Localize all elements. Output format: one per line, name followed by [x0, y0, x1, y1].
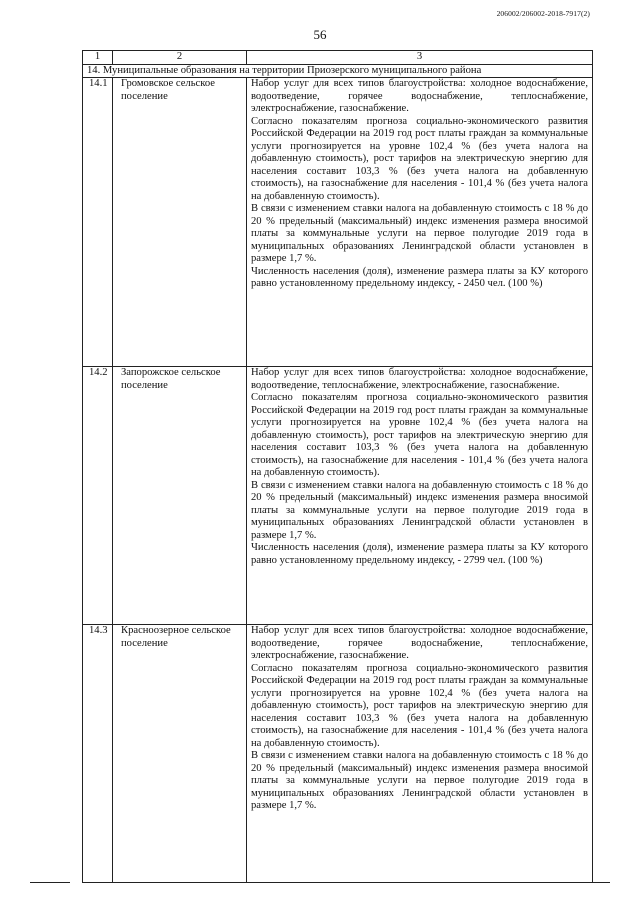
- row-number: 14.3: [83, 625, 113, 883]
- footer-line: [30, 882, 70, 883]
- services-paragraph: Набор услуг для всех типов благоустройства: холодное водоснабжение, водоотведение, горячее водоснабжение, теплоснабжение, электроснабжение, газоснабжение.: [251, 625, 588, 661]
- forecast-paragraph: Согласно показателям прогноза социально-экономического развития Российской Федерации на 2019 год рост платы граждан за коммунальные услуги прогнозируется на уровне 102,4 % (без учета налога на добавленную стоимость), рост тарифов на электрическую энергию для населения составит 103,3 % (без учета налога на добавленную стоимость), на газоснабжение для населения - 101,4 % (без учета налога на добавленную стоимость).: [251, 115, 588, 202]
- row-number: 14.1: [83, 78, 113, 367]
- population-paragraph: Численность населения (доля), изменение размера платы за КУ которого равно установленному предельному индексу, - 2799 чел. (100 %): [251, 542, 588, 566]
- tariff-table: [82, 50, 593, 883]
- settlement-name: Красноозерное сельское поселение: [113, 625, 247, 883]
- row-description: [247, 625, 593, 883]
- forecast-paragraph: Согласно показателям прогноза социально-экономического развития Российской Федерации на 2019 год рост платы граждан за коммунальные услуги прогнозируется на уровне 102,4 % (без учета налога на добавленную стоимость), рост тарифов на электрическую энергию для населения составит 103,3 % (без учета налога на добавленную стоимость), на газоснабжение для населения - 101,4 % (без учета налога на добавленную стоимость).: [251, 392, 588, 478]
- table-row: [83, 367, 593, 625]
- services-paragraph: Набор услуг для всех типов благоустройства: холодное водоснабжение, водоотведение, теплоснабжение, электроснабжение, газоснабжение.: [251, 367, 588, 391]
- services-paragraph: Набор услуг для всех типов благоустройства: холодное водоснабжение, водоотведение, горячее водоснабжение, теплоснабжение, электроснабжение, газоснабжение.: [251, 78, 588, 114]
- column-number-row: [83, 51, 593, 65]
- footer-rule: [30, 878, 610, 888]
- row-description: [247, 367, 593, 625]
- vat-paragraph: В связи с изменением ставки налога на добавленную стоимость с 18 % до 20 % предельный (максимальный) индекс изменения размера вносимой платы за коммунальные услуги на первое полугодие 2019 года в муниципальных образованиях Ленинградской области установлен в размере 1,7 %.: [251, 750, 588, 811]
- section-title: 14. Муниципальные образования на территории Приозерского муниципального района: [83, 64, 593, 78]
- forecast-paragraph: Согласно показателям прогноза социально-экономического развития Российской Федерации на 2019 год рост платы граждан за коммунальные услуги прогнозируется на уровне 102,4 % (без учета налога на добавленную стоимость), рост тарифов на электрическую энергию для населения составит 103,3 % (без учета налога на добавленную стоимость), на газоснабжение для населения - 101,4 % (без учета налога на добавленную стоимость).: [251, 662, 588, 749]
- column-number-2: 2: [113, 51, 247, 65]
- row-number: 14.2: [83, 367, 113, 625]
- row-description: [247, 78, 593, 367]
- column-number-3: 3: [247, 51, 593, 65]
- table-row: [83, 625, 593, 883]
- footer-line: [160, 882, 610, 883]
- population-paragraph: Численность населения (доля), изменение размера платы за КУ которого равно установленному предельному индексу, - 2450 чел. (100 %): [251, 265, 588, 289]
- document-id: 206002/206002-2018-7917(2): [496, 9, 590, 18]
- settlement-name: Громовское сельское поселение: [113, 78, 247, 367]
- column-number-1: 1: [83, 51, 113, 65]
- vat-paragraph: В связи с изменением ставки налога на добавленную стоимость с 18 % до 20 % предельный (максимальный) индекс изменения размера вносимой платы за коммунальные услуги на первое полугодие 2019 года в муниципальных образованиях Ленинградской области установлен в размере 1,7 %.: [251, 479, 588, 541]
- table-row: [83, 78, 593, 367]
- footer-line: [82, 882, 142, 883]
- vat-paragraph: В связи с изменением ставки налога на добавленную стоимость с 18 % до 20 % предельный (максимальный) индекс изменения размера вносимой платы за коммунальные услуги на первое полугодие 2019 года в муниципальных образованиях Ленинградской области установлен в размере 1,7 %.: [251, 203, 588, 264]
- settlement-name: Запорожское сельское поселение: [113, 367, 247, 625]
- section-row: [83, 64, 593, 78]
- page-number: 56: [313, 27, 327, 42]
